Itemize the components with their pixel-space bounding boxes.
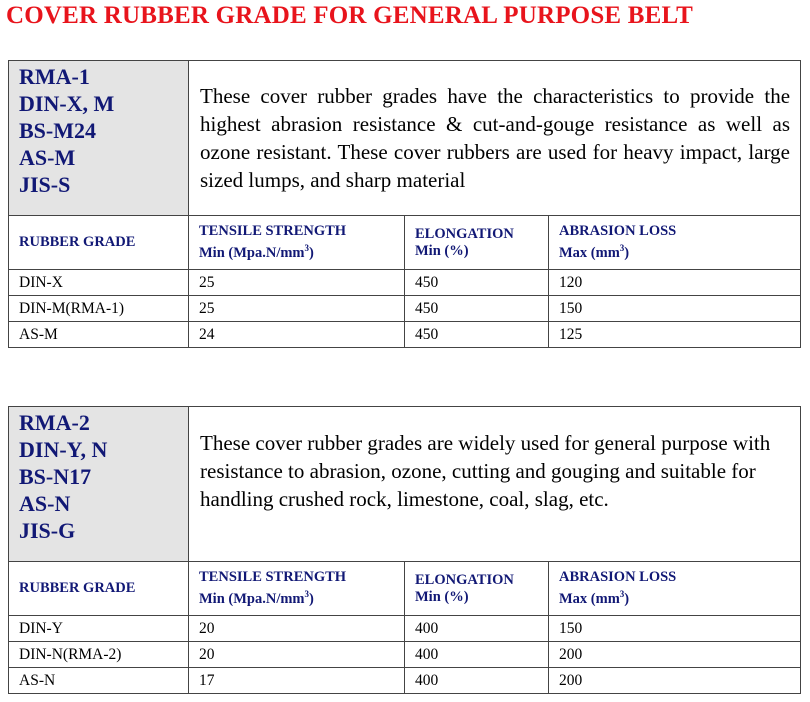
grade-name: AS-N xyxy=(19,491,71,516)
cell-grade: DIN-Y xyxy=(9,616,189,642)
grade-description: These cover rubber grades have the characteristics to provide the highest abrasion resistance & cut-and-gouge resistance as well as ozone resistant. These cover rubbers are used for heavy impact, large sized lumps, and sharp material xyxy=(189,61,801,216)
grade-description: These cover rubber grades are widely used for general purpose with resistance to abrasion, ozone, cutting and gouging and suitable for handling crushed rock, limestone, coal, slag, etc. xyxy=(189,407,801,562)
cell-tensile: 17 xyxy=(189,668,405,694)
cell-abrasion: 200 xyxy=(549,668,801,694)
grade-name: JIS-G xyxy=(19,518,76,543)
grade-name: BS-M24 xyxy=(19,118,96,143)
spec-table-1 xyxy=(8,60,801,348)
intro-row xyxy=(9,61,801,216)
cell-abrasion: 120 xyxy=(549,270,801,296)
col-header-grade: RUBBER GRADE xyxy=(9,562,189,616)
table-row xyxy=(9,616,801,642)
col-header-tensile: TENSILE STRENGTH Min $(Mpa.N/mm^3)$ xyxy=(189,562,405,616)
grade-name: AS-M xyxy=(19,145,76,170)
table-row xyxy=(9,322,801,348)
table-header xyxy=(9,216,801,270)
grade-list xyxy=(9,61,189,216)
grade-name: DIN-X, M xyxy=(19,91,115,116)
col-header-elongation: ELONGATION Min (%) xyxy=(405,216,549,270)
cell-abrasion: 150 xyxy=(549,616,801,642)
cell-grade: DIN-N(RMA-2) xyxy=(9,642,189,668)
col-header-grade: RUBBER GRADE xyxy=(9,216,189,270)
cell-elongation: 450 xyxy=(405,322,549,348)
cell-abrasion: 200 xyxy=(549,642,801,668)
col-header-abrasion: ABRASION LOSS Max $(mm^3)$ xyxy=(549,562,801,616)
cell-tensile: 24 xyxy=(189,322,405,348)
intro-row xyxy=(9,407,801,562)
spec-block-1 xyxy=(8,60,800,348)
cell-elongation: 450 xyxy=(405,270,549,296)
grade-name: RMA-1 xyxy=(19,64,90,89)
cell-tensile: 25 xyxy=(189,296,405,322)
cell-elongation: 400 xyxy=(405,616,549,642)
grade-list xyxy=(9,407,189,562)
cell-elongation: 450 xyxy=(405,296,549,322)
grade-name: DIN-Y, N xyxy=(19,437,108,462)
table-row xyxy=(9,668,801,694)
cell-tensile: 25 xyxy=(189,270,405,296)
cell-elongation: 400 xyxy=(405,668,549,694)
col-header-elongation: ELONGATION Min (%) xyxy=(405,562,549,616)
cell-abrasion: 125 xyxy=(549,322,801,348)
spec-block-2 xyxy=(8,406,800,694)
col-header-tensile: TENSILE STRENGTH Min $(Mpa.N/mm^3)$ xyxy=(189,216,405,270)
cell-grade: AS-M xyxy=(9,322,189,348)
cell-tensile: 20 xyxy=(189,616,405,642)
spec-table-2 xyxy=(8,406,801,694)
cell-abrasion: 150 xyxy=(549,296,801,322)
cell-grade: AS-N xyxy=(9,668,189,694)
grade-name: JIS-S xyxy=(19,172,71,197)
table-row xyxy=(9,642,801,668)
col-header-abrasion: ABRASION LOSS Max $(mm^3)$ xyxy=(549,216,801,270)
cell-tensile: 20 xyxy=(189,642,405,668)
cell-elongation: 400 xyxy=(405,642,549,668)
grade-name: BS-N17 xyxy=(19,464,92,489)
cell-grade: DIN-X xyxy=(9,270,189,296)
grade-name: RMA-2 xyxy=(19,410,90,435)
table-row xyxy=(9,296,801,322)
cell-grade: DIN-M(RMA-1) xyxy=(9,296,189,322)
table-header xyxy=(9,562,801,616)
table-row xyxy=(9,270,801,296)
page-title: COVER RUBBER GRADE FOR GENERAL PURPOSE BELT xyxy=(6,2,693,29)
